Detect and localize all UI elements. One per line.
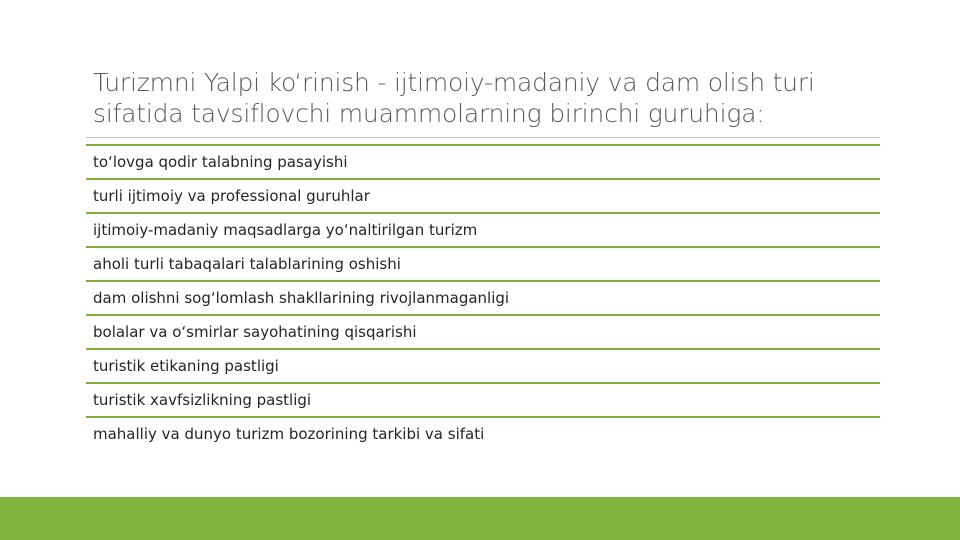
list-item: turistik etikaning pastligi — [86, 348, 880, 382]
list-item: dam olishni sog‘lomlash shakllarining rivojlanmaganligi — [86, 280, 880, 314]
slide-title: Turizmni Yalpi ko‘rinish - ijtimoiy-madaniy va dam olish turi sifatida tavsiflovchi muammolarning birinchi guruhiga: — [93, 68, 815, 128]
list-item: to‘lovga qodir talabning pasayishi — [86, 144, 880, 178]
title-divider — [86, 137, 880, 138]
list-item: mahalliy va dunyo turizm bozorining tarkibi va sifati — [86, 416, 880, 450]
list-item: bolalar va o‘smirlar sayohatining qisqarishi — [86, 314, 880, 348]
list-item: turli ijtimoiy va professional guruhlar — [86, 178, 880, 212]
list-item: turistik xavfsizlikning pastligi — [86, 382, 880, 416]
list-item: aholi turli tabaqalari talablarining oshishi — [86, 246, 880, 280]
problem-list — [86, 144, 880, 450]
list-item: ijtimoiy-madaniy maqsadlarga yo‘naltirilgan turizm — [86, 212, 880, 246]
footer-accent-bar — [0, 497, 960, 540]
